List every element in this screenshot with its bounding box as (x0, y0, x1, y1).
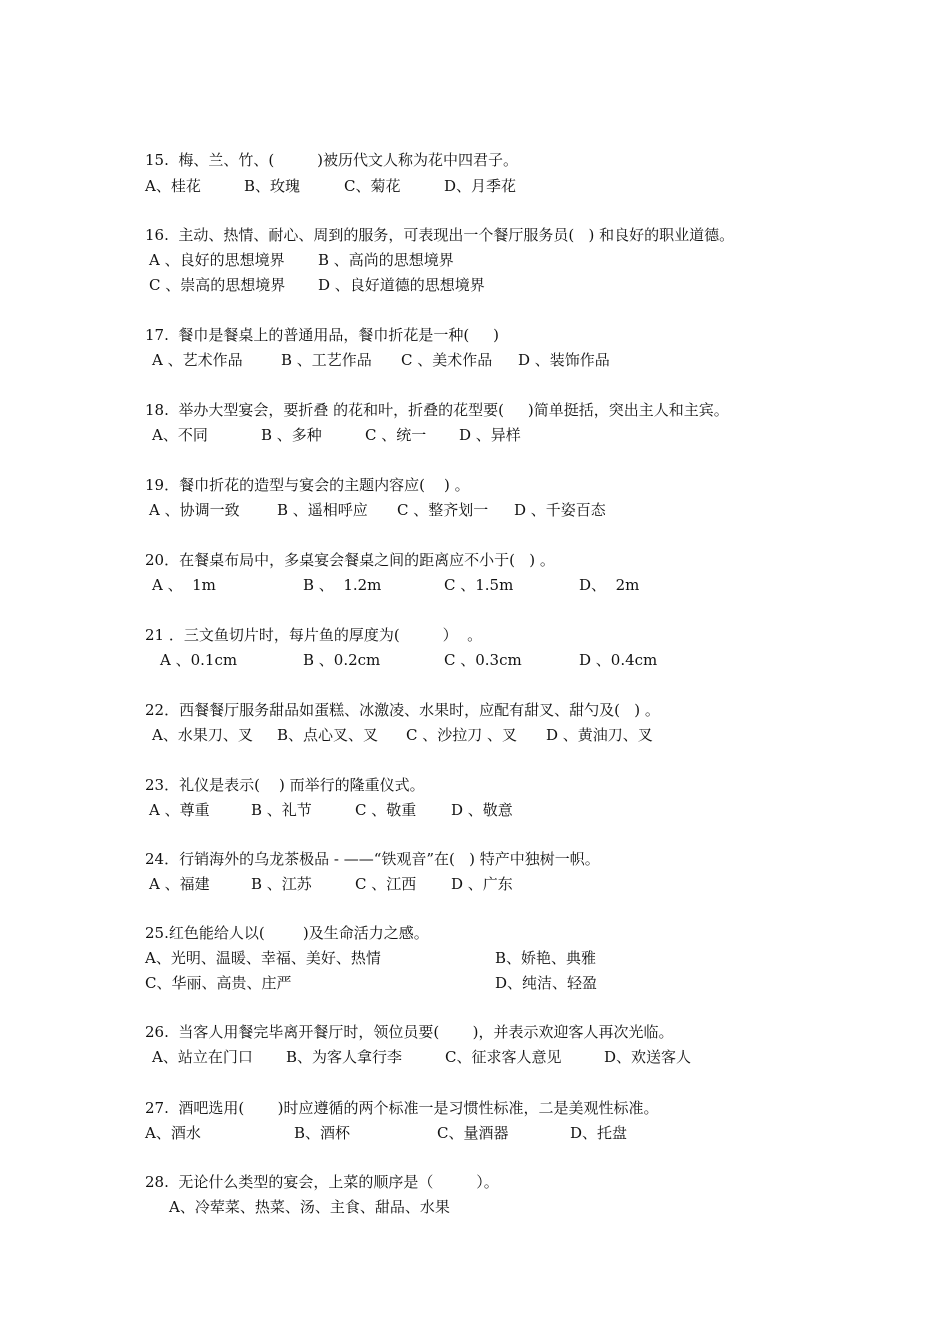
question-stem: 25.红色能给人以( )及生命活力之感。 (145, 924, 429, 942)
option-a: A、桂花 (145, 177, 201, 195)
option-a: A 、福建 (149, 875, 210, 893)
option-a: A、酒水 (145, 1124, 201, 1142)
option-c: C 、沙拉刀 、叉 (406, 726, 518, 744)
option-d: D、月季花 (444, 177, 517, 195)
option-d: D、托盘 (570, 1124, 628, 1142)
option-b: B 、0.2cm (303, 651, 381, 669)
option-c: C 、1.5m (444, 576, 514, 594)
option-d: D 、广东 (451, 875, 513, 893)
option-c: C 、统一 (365, 426, 427, 444)
question-stem: 23．礼仪是表示( ) 而举行的隆重仪式。 (145, 776, 425, 794)
option-d: D 、良好道德的思想境界 (318, 276, 485, 294)
question-stem: 15. 梅、兰、竹、( )被历代文人称为花中四君子。 (145, 151, 519, 169)
option-a: A 、协调一致 (149, 501, 240, 519)
option-d: D 、敬意 (451, 801, 513, 819)
option-d: D 、异样 (459, 426, 521, 444)
option-d: D 、装饰作品 (518, 351, 610, 369)
option-c: C、菊花 (344, 177, 401, 195)
option-c: C 、美术作品 (401, 351, 493, 369)
option-b: B 、 1.2m (303, 576, 382, 594)
option-c: C 、整齐划一 (397, 501, 489, 519)
option-d: D、欢送客人 (604, 1048, 692, 1066)
option-c: C 、崇高的思想境界 (149, 276, 286, 294)
option-b: B 、江苏 (251, 875, 312, 893)
option-b: B、娇艳、典雅 (495, 949, 597, 967)
question-stem: 17. 餐巾是餐桌上的普通用品，餐巾折花是一种( ) (145, 326, 499, 344)
option-b: B、玫瑰 (244, 177, 301, 195)
question-stem: 21 ．三文鱼切片时，每片鱼的厚度为( ） 。 (145, 626, 483, 644)
option-d: D 、黄油刀、叉 (546, 726, 653, 744)
option-b: B 、高尚的思想境界 (318, 251, 454, 269)
question-stem: 16. 主动、热情、耐心、周到的服务，可表现出一个餐厅服务员( ) 和良好的职业道德。 (145, 226, 735, 244)
question-stem: 18. 举办大型宴会，要折叠 的花和叶，折叠的花型要( )简单挺括，突出主人和主宾。 (145, 401, 729, 419)
option-c: C、量酒器 (437, 1124, 509, 1142)
option-c: C、华丽、高贵、庄严 (145, 974, 292, 992)
option-c: C、征求客人意见 (445, 1048, 562, 1066)
option-d: D 、千姿百态 (514, 501, 606, 519)
option-a: A、光明、温暖、幸福、美好、热情 (145, 949, 381, 967)
question-stem: 27. 酒吧选用( )时应遵循的两个标准一是习惯性标准，二是美观性标准。 (145, 1099, 659, 1117)
option-a: A 、尊重 (149, 801, 210, 819)
question-stem: 22．西餐餐厅服务甜品如蛋糕、冰激凌、水果时，应配有甜叉、甜勺及( ) 。 (145, 701, 660, 719)
question-stem: 20．在餐桌布局中，多桌宴会餐桌之间的距离应不小于( ) 。 (145, 551, 555, 569)
option-a: A 、良好的思想境界 (149, 251, 285, 269)
option-d: D、纯洁、轻盈 (495, 974, 598, 992)
option-b: B、酒杯 (294, 1124, 351, 1142)
question-stem: 19．餐巾折花的造型与宴会的主题内容应( ) 。 (145, 476, 470, 494)
option-b: B、为客人拿行李 (286, 1048, 403, 1066)
option-a: A、不同 (152, 426, 208, 444)
option-a: A 、0.1cm (160, 651, 238, 669)
option-d: D、 2m (579, 576, 640, 594)
option-d: D 、0.4cm (579, 651, 658, 669)
option-b: B 、遥相呼应 (277, 501, 368, 519)
option-c: C 、敬重 (355, 801, 417, 819)
question-stem: 28. 无论什么类型的宴会，上菜的顺序是（ ）。 (145, 1173, 499, 1191)
option-a: A、水果刀、叉 (152, 726, 253, 744)
option-c: C 、0.3cm (444, 651, 522, 669)
question-stem: 24．行销海外的乌龙茶极品 - ——“铁观音”在( ) 特产中独树一帜。 (145, 850, 600, 868)
option-a: A、站立在门口 (152, 1048, 253, 1066)
option-b: B、点心叉、叉 (277, 726, 379, 744)
question-stem: 26. 当客人用餐完毕离开餐厅时，领位员要( )，并表示欢迎客人再次光临。 (145, 1023, 674, 1041)
option-b: B 、多种 (261, 426, 322, 444)
option-c: C 、江西 (355, 875, 417, 893)
option-a: A 、 1m (152, 576, 216, 594)
option-a: A、冷荤菜、热菜、汤、主食、甜品、水果 (169, 1198, 450, 1216)
option-b: B 、礼节 (251, 801, 312, 819)
option-b: B 、工艺作品 (281, 351, 372, 369)
option-a: A 、艺术作品 (152, 351, 243, 369)
